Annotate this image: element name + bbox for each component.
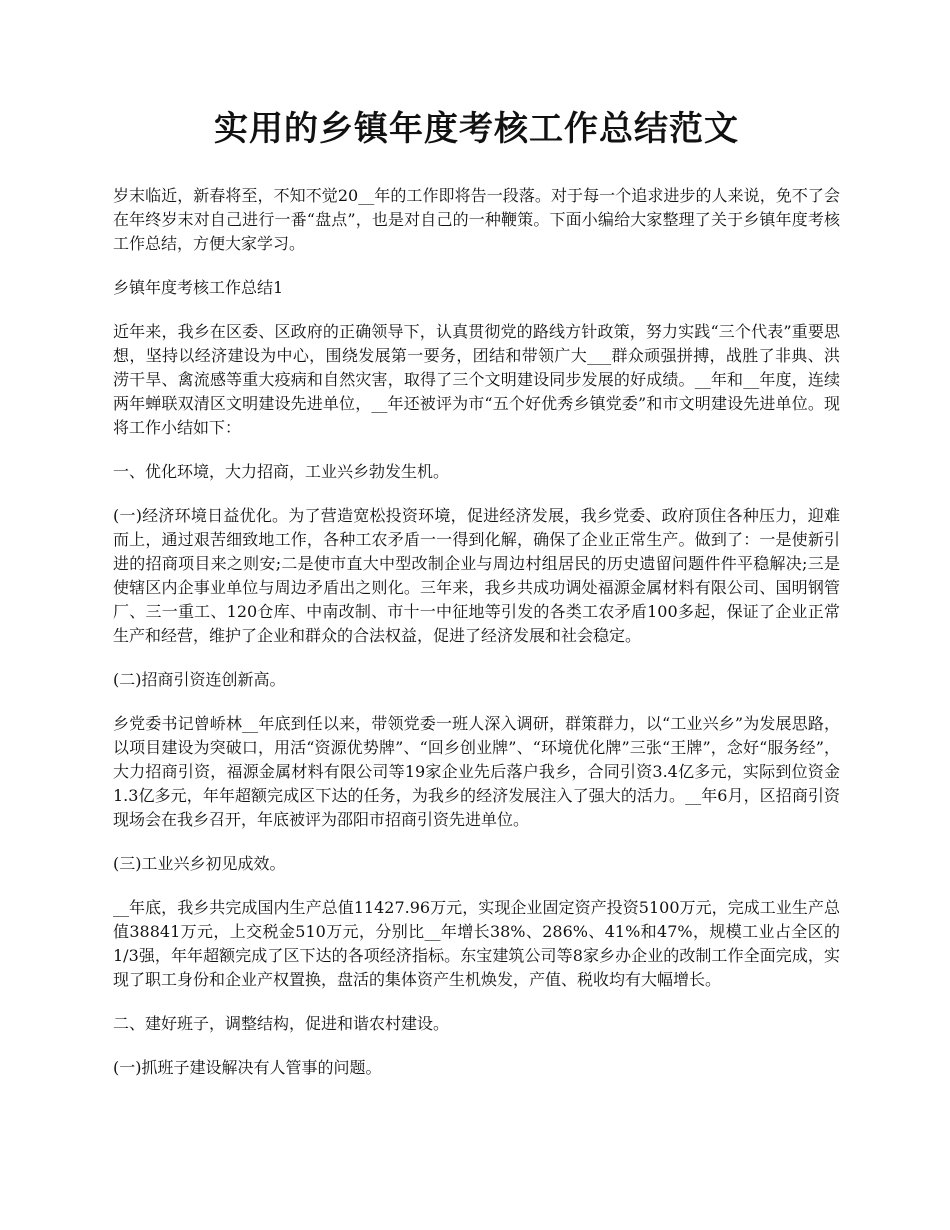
section-heading-summary-1: 乡镇年度考核工作总结1 — [113, 278, 284, 297]
subsection-3-paragraph: __年底，我乡共完成国内生产总值11427.96万元，实现企业固定资产投资5100万元，完成工业生产总值38841万元，上交税金510万元，分别比__年增长38%、286%、41%和47%，规模工业占全区的1/3强，年年超额完成了区下达的各项经济指标。东宝建筑公司等8家乡办企业的改制工作全面完成，实现了职工身份和企业产权置换，盘活的集体资产生机焕发，产值、税收均有大幅增长。 — [113, 898, 840, 989]
section-heading-2: 二、建好班子，调整结构，促进和谐农村建设。 — [113, 1014, 450, 1033]
subsection-1-paragraph: (一)经济环境日益优化。为了营造宽松投资环境，促进经济发展，我乡党委、政府顶住各种压力，迎难而上，通过艰苦细致地工作，各种工农矛盾一一得到化解，确保了企业正常生产。做到了：一是使新引进的招商项目来之则安;二是使市直大中型改制企业与周边村组居民的历史遗留问题件件平稳解决;三是使辖区内企事业单位与周边矛盾出之则化。三年来，我乡共成功调处福源金属材料有限公司、国明钢管厂、三一重工、120仓库、中南改制、市十一中征地等引发的各类工农矛盾100多起，保证了企业正常生产和经营，维护了企业和群众的合法权益，促进了经济发展和社会稳定。 — [113, 506, 840, 645]
subsection-2-paragraph: 乡党委书记曾峤林__年底到任以来，带领党委一班人深入调研，群策群力，以“工业兴乡”为发展思路，以项目建设为突破口，用活“资源优势牌”、“回乡创业牌”、“环境优化牌”三张“王牌”，念好“服务经”，大力招商引资，福源金属材料有限公司等19家企业先后落户我乡，合同引资3.4亿多元，实际到位资金1.3亿多元，年年超额完成区下达的任务，为我乡的经济发展注入了强大的活力。__年6月，区招商引资现场会在我乡召开，年底被评为邵阳市招商引资先进单位。 — [113, 714, 840, 829]
section-heading-1: 一、优化环境，大力招商，工业兴乡勃发生机。 — [113, 462, 450, 481]
overview-paragraph: 近年来，我乡在区委、区政府的正确领导下，认真贯彻党的路线方针政策，努力实践“三个代表”重要思想，坚持以经济建设为中心，围绕发展第一要务，团结和带领广大___群众顽强拼搏，战胜了非典、洪涝干旱、禽流感等重大疫病和自然灾害，取得了三个文明建设同步发展的好成绩。__年和__年度，连续两年蝉联双清区文明建设先进单位，__年还被评为市“五个好优秀乡镇党委”和市文明建设先进单位。现将工作小结如下： — [113, 322, 840, 437]
subsection-2-heading: (二)招商引资连创新高。 — [113, 670, 286, 689]
intro-paragraph: 岁末临近，新春将至，不知不觉20__年的工作即将告一段落。对于每一个追求进步的人来说，免不了会在年终岁末对自己进行一番“盘点”，也是对自己的一种鞭策。下面小编给大家整理了关于乡镇年度考核工作总结，方便大家学习。 — [113, 186, 840, 253]
document-page — [113, 108, 840, 1100]
document-title: 实用的乡镇年度考核工作总结范文 — [214, 109, 739, 149]
subsection-2-1-heading: (一)抓班子建设解决有人管事的问题。 — [113, 1058, 382, 1077]
subsection-3-heading: (三)工业兴乡初见成效。 — [113, 854, 286, 873]
